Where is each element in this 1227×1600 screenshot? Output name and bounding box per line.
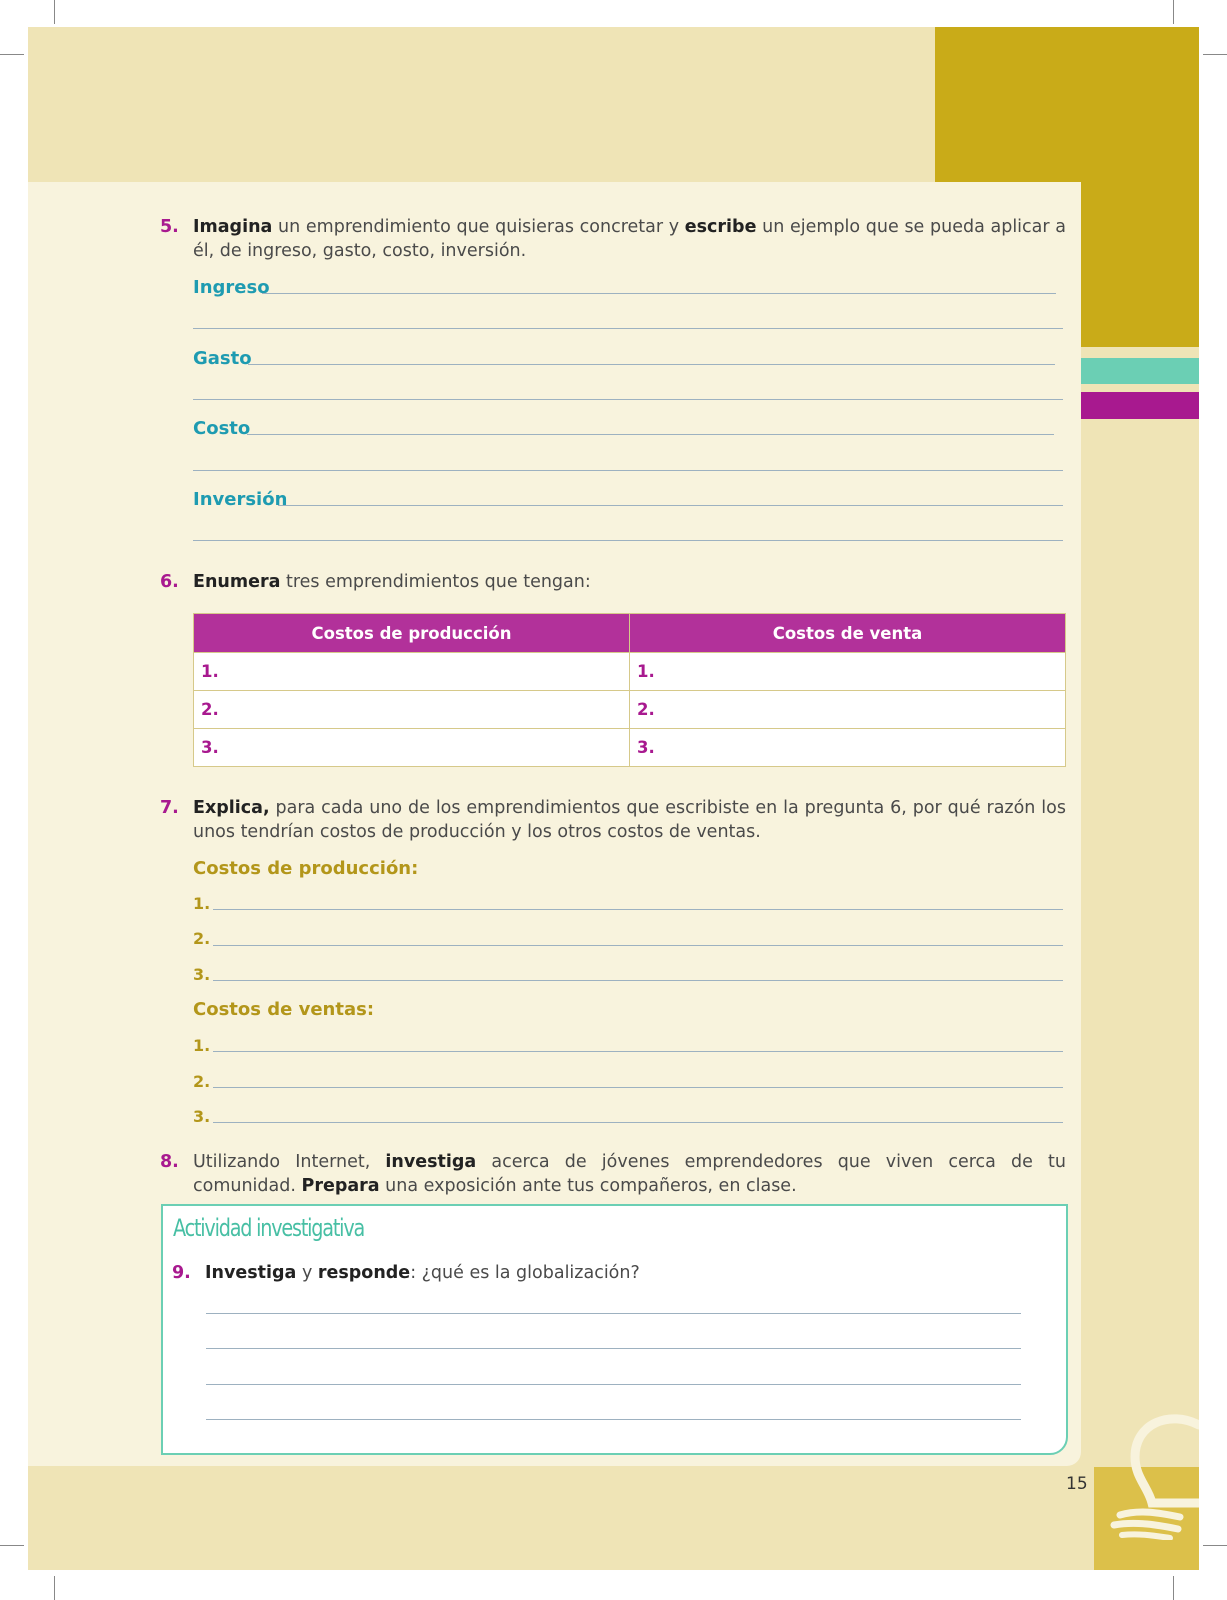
question-text: Utilizando Internet,: [193, 1152, 386, 1172]
crop-mark: [54, 1576, 55, 1600]
question-text: y: [296, 1263, 318, 1283]
question-text: para cada uno de los emprendimientos que escribiste en la pregunta 6, por qué razón los unos tendrían costos de producción y los otros costos de ventas.: [193, 798, 1066, 842]
list-number: 1.: [193, 1036, 211, 1055]
page-number: 15: [1066, 1474, 1088, 1494]
answer-line[interactable]: [213, 980, 1063, 981]
table-header-cell: Costos de producción: [194, 614, 630, 653]
answer-line[interactable]: [248, 364, 1055, 365]
crop-mark: [0, 1545, 24, 1546]
section-title-produccion: Costos de producción:: [193, 858, 419, 879]
question-text: un emprendimiento que quisieras concretar y: [272, 217, 685, 237]
answer-line[interactable]: [213, 945, 1063, 946]
table-cell[interactable]: 1.: [194, 653, 630, 691]
table-cell[interactable]: 2.: [194, 691, 630, 729]
question-number: 5.: [160, 217, 179, 237]
instruction-verb: Explica,: [193, 798, 270, 818]
answer-line[interactable]: [206, 1384, 1021, 1385]
question-number: 7.: [160, 798, 179, 818]
table-cell[interactable]: 3.: [194, 729, 630, 767]
question-text: acerca de jóvenes emprendedores que viven cerca de tu comunidad.: [193, 1152, 1066, 1196]
section-title-ventas: Costos de ventas:: [193, 999, 375, 1020]
answer-line[interactable]: [193, 470, 1063, 471]
answer-line[interactable]: [247, 434, 1054, 435]
crop-mark: [54, 0, 55, 24]
table-cell[interactable]: 2.: [630, 691, 1066, 729]
decorative-magenta-stripe: [1081, 392, 1199, 419]
field-label-ingreso: Ingreso: [193, 277, 270, 298]
field-label-gasto: Gasto: [193, 348, 252, 369]
question-text: : ¿qué es la globalización?: [410, 1263, 640, 1283]
table-cell[interactable]: 3.: [630, 729, 1066, 767]
answer-line[interactable]: [193, 399, 1063, 400]
crop-mark: [1173, 0, 1174, 24]
question-9: [172, 1261, 1052, 1285]
answer-line[interactable]: [213, 1087, 1063, 1088]
answer-line[interactable]: [193, 540, 1063, 541]
instruction-verb: responde: [317, 1263, 411, 1283]
question-text: una exposición ante tus compañeros, en clase.: [379, 1176, 797, 1196]
answer-line[interactable]: [213, 1122, 1063, 1123]
question-text: tres emprendimientos que tengan:: [280, 572, 591, 592]
instruction-verb: Imagina: [193, 217, 273, 237]
question-number: 6.: [160, 572, 179, 592]
table-row: [194, 729, 1066, 767]
question-8: [160, 1150, 1066, 1198]
answer-line[interactable]: [206, 1419, 1021, 1420]
answer-line[interactable]: [206, 1313, 1021, 1314]
answer-line[interactable]: [213, 1051, 1063, 1052]
answer-line[interactable]: [278, 505, 1063, 506]
field-label-inversion: Inversión: [193, 489, 288, 510]
instruction-verb: investiga: [385, 1152, 477, 1172]
question-number: 9.: [172, 1263, 191, 1283]
list-number: 3.: [193, 965, 211, 984]
lightbulb-icon: [1100, 1405, 1199, 1540]
crop-mark: [0, 54, 24, 55]
instruction-verb: Enumera: [193, 572, 281, 592]
question-7: [160, 796, 1066, 844]
instruction-verb: Investiga: [205, 1263, 297, 1283]
answer-line[interactable]: [262, 293, 1056, 294]
question-5: [160, 215, 1066, 263]
instruction-verb: escribe: [684, 217, 757, 237]
list-number: 1.: [193, 894, 211, 913]
field-label-costo: Costo: [193, 418, 251, 439]
activity-title: Actividad investigativa: [173, 1214, 365, 1242]
answer-line[interactable]: [206, 1348, 1021, 1349]
question-text: un ejemplo que se pueda aplicar a él, de ingreso, gasto, costo, inversión.: [193, 217, 1066, 261]
answer-line[interactable]: [193, 328, 1063, 329]
question-6: [160, 570, 1066, 594]
decorative-teal-stripe: [1081, 358, 1199, 384]
table-header-cell: Costos de venta: [630, 614, 1066, 653]
question-number: 8.: [160, 1152, 179, 1172]
list-number: 2.: [193, 929, 211, 948]
crop-mark: [1203, 1545, 1227, 1546]
list-number: 3.: [193, 1107, 211, 1126]
list-number: 2.: [193, 1072, 211, 1091]
costs-table: [193, 613, 1066, 767]
table-row: [194, 691, 1066, 729]
table-row: [194, 653, 1066, 691]
answer-line[interactable]: [213, 909, 1063, 910]
crop-mark: [1173, 1576, 1174, 1600]
instruction-verb: Prepara: [301, 1176, 380, 1196]
table-header-row: [194, 614, 1066, 653]
crop-mark: [1203, 54, 1227, 55]
table-cell[interactable]: 1.: [630, 653, 1066, 691]
